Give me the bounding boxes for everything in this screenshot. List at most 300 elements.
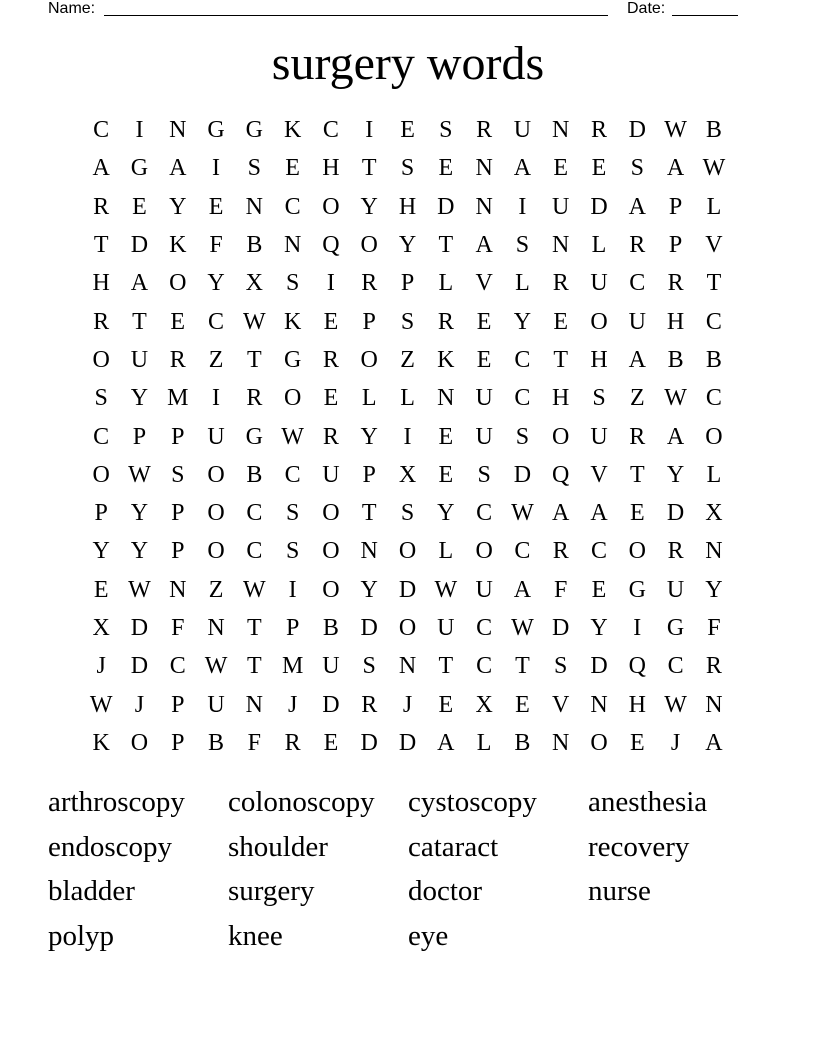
grid-letter[interactable]: L [515, 270, 530, 297]
grid-letter[interactable]: T [361, 155, 377, 182]
grid-letter[interactable]: J [134, 691, 145, 718]
grid-letter[interactable]: C [667, 653, 684, 680]
grid-letter[interactable]: Z [629, 385, 645, 412]
grid-letter[interactable]: E [476, 346, 492, 373]
grid-letter[interactable]: T [247, 346, 262, 373]
grid-letter[interactable]: E [93, 576, 109, 603]
grid-letter[interactable]: Y [590, 615, 608, 641]
grid-letter[interactable]: M [281, 653, 304, 680]
grid-letter[interactable]: W [89, 691, 113, 718]
grid-letter[interactable]: N [552, 232, 570, 259]
grid-letter[interactable]: X [245, 270, 263, 297]
grid-letter[interactable]: E [553, 308, 569, 335]
grid-letter[interactable]: P [171, 500, 185, 527]
grid-letter[interactable]: Y [437, 500, 455, 527]
grid-letter[interactable]: Y [130, 538, 149, 565]
grid-letter[interactable]: P [362, 461, 376, 488]
word-list-item: polyp [48, 919, 115, 952]
grid-letter[interactable]: R [322, 346, 339, 373]
grid-letter[interactable]: W [702, 155, 726, 182]
grid-letter[interactable]: N [475, 155, 493, 182]
grid-letter[interactable]: G [283, 346, 302, 373]
grid-letter[interactable]: K [92, 729, 110, 756]
grid-letter[interactable]: U [475, 385, 493, 412]
grid-letter[interactable]: R [246, 385, 263, 412]
grid-letter[interactable]: C [284, 193, 301, 220]
grid-letter[interactable]: C [93, 423, 110, 450]
grid-letter[interactable]: I [365, 117, 374, 144]
grid-letter[interactable]: I [135, 117, 144, 144]
grid-letter[interactable]: J [402, 691, 413, 718]
grid-letter[interactable]: R [322, 423, 339, 450]
grid-letter[interactable]: E [629, 729, 645, 756]
grid-letter[interactable]: O [628, 538, 646, 565]
grid-letter[interactable]: R [629, 423, 646, 450]
grid-letter[interactable]: R [552, 270, 569, 297]
date-blank-line[interactable] [672, 15, 738, 16]
header [48, 0, 740, 20]
grid-letter[interactable]: A [475, 232, 493, 259]
grid-letter[interactable]: I [212, 385, 221, 412]
grid-letter[interactable]: A [705, 729, 723, 756]
grid-letter[interactable]: R [169, 346, 186, 373]
grid-letter[interactable]: S [400, 308, 415, 335]
grid-letter[interactable]: O [552, 423, 570, 450]
grid-letter[interactable]: A [437, 729, 455, 756]
grid-letter[interactable]: Y [92, 538, 110, 565]
grid-letter[interactable]: L [706, 193, 722, 220]
grid-letter[interactable]: B [705, 346, 722, 373]
grid-letter[interactable]: O [322, 500, 340, 527]
grid-letter[interactable]: U [475, 423, 493, 450]
grid-letter[interactable]: K [283, 117, 302, 144]
grid-letter[interactable]: T [706, 270, 722, 297]
word-list-item: endoscopy [48, 830, 173, 863]
grid-letter[interactable]: D [130, 232, 149, 259]
grid-letter[interactable]: Y [398, 232, 417, 259]
grid-letter[interactable]: Q [552, 461, 570, 488]
grid-letter[interactable]: S [247, 155, 262, 182]
grid-letter[interactable]: C [93, 117, 110, 144]
grid-letter[interactable]: V [552, 691, 570, 718]
grid-letter[interactable]: W [511, 615, 534, 641]
grid-letter[interactable]: N [245, 691, 263, 718]
grid-letter[interactable]: C [476, 653, 493, 680]
grid-letter[interactable]: Q [322, 232, 340, 259]
grid-letter[interactable]: U [628, 308, 646, 335]
grid-letter[interactable]: E [170, 308, 186, 335]
grid-letter[interactable]: B [667, 346, 684, 373]
grid-letter[interactable]: C [514, 538, 531, 565]
grid-letter[interactable]: W [204, 653, 228, 680]
grid-letter[interactable]: S [400, 155, 415, 182]
grid-letter[interactable]: D [513, 461, 532, 488]
grid-letter[interactable]: F [247, 729, 262, 756]
grid-letter[interactable]: R [361, 270, 378, 297]
grid-letter[interactable]: O [398, 538, 417, 565]
grid-letter[interactable]: F [554, 576, 568, 603]
grid-letter[interactable]: P [171, 538, 185, 565]
grid-letter[interactable]: C [476, 615, 493, 641]
grid-letter[interactable]: T [553, 346, 569, 373]
grid-letter[interactable]: B [208, 729, 225, 756]
grid-letter[interactable]: Y [360, 576, 378, 603]
grid-letter[interactable]: M [167, 385, 189, 412]
word-list-item: recovery [588, 830, 690, 863]
grid-letter[interactable]: N [552, 117, 570, 144]
grid-letter[interactable]: U [207, 691, 225, 718]
grid-letter[interactable]: W [664, 691, 687, 718]
grid-letter[interactable]: U [322, 653, 340, 680]
grid-letter[interactable]: Y [513, 308, 532, 335]
grid-letter[interactable]: O [207, 500, 225, 527]
grid-letter[interactable]: U [475, 576, 493, 603]
grid-letter[interactable]: A [92, 155, 110, 182]
grid-letter[interactable]: W [128, 576, 151, 603]
grid-letter[interactable]: F [707, 615, 721, 641]
grid-letter[interactable]: E [476, 308, 492, 335]
grid-letter[interactable]: G [245, 423, 263, 450]
grid-letter[interactable]: C [591, 538, 608, 565]
grid-letter[interactable]: E [591, 155, 607, 182]
grid-letter[interactable]: J [670, 729, 681, 756]
grid-letter[interactable]: I [288, 576, 297, 603]
grid-letter[interactable]: N [169, 117, 187, 144]
grid-letter[interactable]: U [666, 576, 685, 603]
grid-letter[interactable]: N [207, 615, 225, 641]
grid-letter[interactable]: S [477, 461, 491, 488]
grid-letter[interactable]: O [322, 576, 340, 603]
grid-letter[interactable]: H [322, 155, 340, 182]
grid-letter[interactable]: N [169, 576, 187, 603]
grid-letter[interactable]: E [438, 461, 454, 488]
grid-letter[interactable]: L [476, 729, 492, 756]
grid-letter[interactable]: D [552, 615, 570, 641]
grid-letter[interactable]: C [208, 308, 225, 335]
grid-letter[interactable]: D [666, 500, 685, 527]
grid-letter[interactable]: N [283, 232, 302, 259]
grid-letter[interactable]: U [513, 117, 532, 144]
grid-letter[interactable]: W [243, 308, 266, 335]
grid-letter[interactable]: O [590, 308, 608, 335]
grid-letter[interactable]: E [438, 423, 454, 450]
grid-letter[interactable]: E [323, 308, 339, 335]
grid-letter[interactable]: P [171, 691, 185, 718]
grid-letter[interactable]: Y [360, 423, 378, 450]
date-label: Date: [627, 0, 666, 17]
grid-letter[interactable]: P [362, 308, 376, 335]
grid-letter[interactable]: H [398, 193, 417, 220]
grid-letter[interactable]: O [130, 729, 149, 756]
grid-letter[interactable]: C [514, 385, 531, 412]
grid-letter[interactable]: J [96, 653, 106, 680]
grid-letter[interactable]: N [475, 193, 493, 220]
grid-letter[interactable]: N [705, 691, 723, 718]
grid-letter[interactable]: L [361, 385, 377, 412]
grid-letter[interactable]: S [285, 270, 300, 297]
grid-letter[interactable]: R [591, 117, 608, 144]
grid-letter[interactable]: A [590, 500, 608, 527]
grid-letter[interactable]: Z [400, 346, 415, 373]
grid-letter[interactable]: R [476, 117, 493, 144]
grid-letter[interactable]: T [438, 653, 454, 680]
grid-letter[interactable]: C [514, 346, 531, 373]
grid-letter[interactable]: G [245, 117, 263, 144]
grid-letter[interactable]: T [247, 653, 262, 680]
grid-letter[interactable]: W [511, 500, 534, 527]
grid-letter[interactable]: E [553, 155, 569, 182]
grid-letter[interactable]: O [398, 615, 417, 641]
grid-letter[interactable]: Y [666, 461, 685, 488]
grid-letter[interactable]: C [629, 270, 646, 297]
grid-letter[interactable]: B [322, 615, 339, 641]
grid-letter[interactable]: H [552, 385, 570, 412]
grid-letter[interactable]: L [438, 538, 454, 565]
grid-letter[interactable]: T [629, 461, 645, 488]
grid-letter[interactable]: P [668, 193, 683, 220]
grid-letter[interactable]: S [554, 653, 568, 680]
grid-letter[interactable]: Y [169, 193, 187, 220]
grid-letter[interactable]: C [284, 461, 301, 488]
grid-letter[interactable]: H [628, 691, 646, 718]
grid-letter[interactable]: S [400, 500, 415, 527]
grid-letter[interactable]: I [403, 423, 412, 450]
grid-letter[interactable]: G [666, 615, 685, 641]
grid-letter[interactable]: D [398, 729, 417, 756]
grid-letter[interactable]: D [360, 615, 378, 641]
grid-letter[interactable]: P [171, 729, 185, 756]
grid-letter[interactable]: O [322, 193, 340, 220]
grid-letter[interactable]: U [590, 270, 608, 297]
grid-letter[interactable]: E [515, 691, 530, 718]
grid-letter[interactable]: S [515, 232, 530, 259]
grid-letter[interactable]: C [705, 308, 722, 335]
grid-letter[interactable]: O [283, 385, 302, 412]
grid-letter[interactable]: R [667, 538, 684, 565]
grid-letter[interactable]: P [132, 423, 147, 450]
grid-letter[interactable]: A [666, 423, 685, 450]
grid-letter[interactable]: S [439, 117, 453, 144]
grid-letter[interactable]: S [285, 538, 300, 565]
grid-letter[interactable]: P [285, 615, 300, 641]
grid-letter[interactable]: G [628, 576, 646, 603]
grid-letter[interactable]: L [400, 385, 415, 412]
grid-letter[interactable]: A [169, 155, 187, 182]
grid-letter[interactable]: D [590, 193, 608, 220]
grid-letter[interactable]: N [590, 691, 608, 718]
grid-letter[interactable]: A [628, 346, 646, 373]
grid-letter[interactable]: O [169, 270, 187, 297]
grid-letter[interactable]: T [247, 615, 262, 641]
grid-letter[interactable]: N [552, 729, 570, 756]
grid-letter[interactable]: Q [628, 653, 646, 680]
grid-letter[interactable]: I [518, 193, 527, 220]
grid-letter[interactable]: F [171, 615, 185, 641]
grid-letter[interactable]: T [93, 232, 109, 259]
grid-letter[interactable]: Y [360, 193, 378, 220]
grid-letter[interactable]: W [664, 385, 687, 412]
grid-letter[interactable]: W [281, 423, 304, 450]
grid-letter[interactable]: V [590, 461, 608, 488]
grid-letter[interactable]: Z [208, 346, 224, 373]
word-list-item: eye [408, 919, 449, 952]
grid-letter[interactable]: B [514, 729, 531, 756]
grid-letter[interactable]: C [476, 500, 493, 527]
grid-letter[interactable]: B [246, 232, 263, 259]
grid-letter[interactable]: D [360, 729, 378, 756]
grid-letter[interactable]: W [434, 576, 458, 603]
grid-letter[interactable]: C [246, 538, 263, 565]
grid-letter[interactable]: R [437, 308, 454, 335]
grid-letter[interactable]: A [513, 155, 532, 182]
grid-letter[interactable]: O [207, 461, 225, 488]
grid-letter[interactable]: J [287, 691, 298, 718]
grid-letter[interactable]: D [590, 653, 608, 680]
grid-letter[interactable]: E [285, 155, 300, 182]
word-list-item: knee [228, 919, 283, 952]
grid-letter[interactable]: T [132, 308, 147, 335]
grid-letter[interactable]: E [591, 576, 607, 603]
grid-letter[interactable]: R [93, 193, 110, 220]
grid-letter[interactable]: A [130, 270, 149, 297]
grid-letter[interactable]: D [322, 691, 340, 718]
grid-letter[interactable]: L [591, 232, 607, 259]
grid-letter[interactable]: O [92, 461, 110, 488]
grid-letter[interactable]: P [668, 232, 683, 259]
grid-letter[interactable]: T [438, 232, 454, 259]
grid-letter[interactable]: R [361, 691, 378, 718]
grid-letter[interactable]: T [515, 653, 530, 680]
grid-letter[interactable]: R [284, 729, 301, 756]
grid-letter[interactable]: L [438, 270, 454, 297]
grid-letter[interactable]: T [361, 500, 377, 527]
grid-letter[interactable]: E [323, 729, 339, 756]
grid-letter[interactable]: S [592, 385, 606, 412]
grid-letter[interactable]: S [285, 500, 300, 527]
grid-letter[interactable]: X [705, 500, 723, 527]
grid-letter[interactable]: O [360, 232, 378, 259]
grid-letter[interactable]: C [169, 653, 186, 680]
grid-letter[interactable]: N [398, 653, 417, 680]
grid-letter[interactable]: N [245, 193, 263, 220]
grid-letter[interactable]: Y [207, 270, 225, 297]
grid-letter[interactable]: C [322, 117, 339, 144]
grid-letter[interactable]: Z [208, 576, 224, 603]
grid-letter[interactable]: X [398, 461, 417, 488]
grid-row [82, 226, 734, 264]
grid-letter[interactable]: O [92, 346, 110, 373]
grid-letter[interactable]: E [438, 155, 454, 182]
grid-letter[interactable]: E [208, 193, 224, 220]
grid-letter[interactable]: A [513, 576, 532, 603]
grid-letter[interactable]: O [705, 423, 723, 450]
grid-letter[interactable]: V [705, 232, 723, 259]
grid-letter[interactable]: E [323, 385, 339, 412]
grid-letter[interactable]: I [212, 155, 221, 182]
grid-letter[interactable]: S [630, 155, 644, 182]
grid-letter[interactable]: A [628, 193, 646, 220]
grid-letter[interactable]: P [400, 270, 415, 297]
grid-letter[interactable]: O [360, 346, 378, 373]
grid-letter[interactable]: R [93, 308, 110, 335]
grid-letter[interactable]: R [705, 653, 722, 680]
grid-letter[interactable]: I [326, 270, 335, 297]
grid-letter[interactable]: P [94, 500, 108, 527]
grid-letter[interactable]: X [92, 615, 110, 641]
grid-letter[interactable]: U [130, 346, 149, 373]
grid-letter[interactable]: R [629, 232, 646, 259]
grid-letter[interactable]: E [132, 193, 147, 220]
grid-letter[interactable]: O [207, 538, 225, 565]
grid-letter[interactable]: N [360, 538, 378, 565]
grid-letter[interactable]: U [590, 423, 608, 450]
grid-letter[interactable]: C [705, 385, 722, 412]
grid-letter[interactable]: P [171, 423, 185, 450]
grid-letter[interactable]: F [209, 232, 223, 259]
grid-letter[interactable]: G [207, 117, 225, 144]
name-blank-line[interactable] [104, 15, 608, 16]
grid-letter[interactable]: G [130, 155, 149, 182]
grid-letter[interactable]: C [246, 500, 263, 527]
grid-letter[interactable]: U [437, 615, 455, 641]
grid-letter[interactable]: O [322, 538, 340, 565]
grid-letter[interactable]: O [475, 538, 493, 565]
grid-letter[interactable]: B [246, 461, 263, 488]
grid-letter[interactable]: A [552, 500, 570, 527]
grid-letter[interactable]: K [283, 308, 302, 335]
grid-letter[interactable]: E [629, 500, 645, 527]
grid-letter[interactable]: D [628, 117, 646, 144]
grid-letter[interactable]: U [552, 193, 570, 220]
grid-letter[interactable]: Y [130, 385, 149, 412]
grid-letter[interactable]: X [475, 691, 493, 718]
grid-letter[interactable]: U [322, 461, 340, 488]
grid-letter[interactable]: B [705, 117, 722, 144]
grid-letter[interactable]: A [666, 155, 685, 182]
grid-letter[interactable]: N [705, 538, 723, 565]
grid-letter[interactable]: R [667, 270, 684, 297]
grid-letter[interactable]: D [130, 615, 149, 641]
grid-letter[interactable]: D [437, 193, 455, 220]
grid-row [82, 609, 734, 647]
grid-letter[interactable]: H [590, 346, 608, 373]
grid-letter[interactable]: K [437, 346, 455, 373]
grid-letter[interactable]: W [243, 576, 266, 603]
grid-letter[interactable]: Y [705, 576, 723, 603]
grid-letter[interactable]: S [171, 461, 185, 488]
grid-letter[interactable]: H [92, 270, 110, 297]
grid-letter[interactable]: K [169, 232, 187, 259]
grid-letter[interactable]: E [400, 117, 415, 144]
grid-letter[interactable]: W [664, 117, 687, 144]
grid-letter[interactable]: D [130, 653, 149, 680]
grid-letter[interactable]: E [438, 691, 454, 718]
grid-letter[interactable]: S [362, 653, 376, 680]
grid-letter[interactable]: L [706, 461, 722, 488]
grid-letter[interactable]: S [515, 423, 530, 450]
grid-letter[interactable]: U [207, 423, 225, 450]
grid-letter[interactable]: S [94, 385, 108, 412]
grid-letter[interactable]: V [475, 270, 493, 297]
grid-letter[interactable]: N [437, 385, 455, 412]
grid-letter[interactable]: H [666, 308, 685, 335]
grid-letter[interactable]: D [398, 576, 417, 603]
grid-letter[interactable]: O [590, 729, 608, 756]
grid-letter[interactable]: W [128, 461, 151, 488]
grid-letter[interactable]: Y [130, 500, 149, 527]
grid-letter[interactable]: I [633, 615, 642, 641]
grid-letter[interactable]: R [552, 538, 569, 565]
